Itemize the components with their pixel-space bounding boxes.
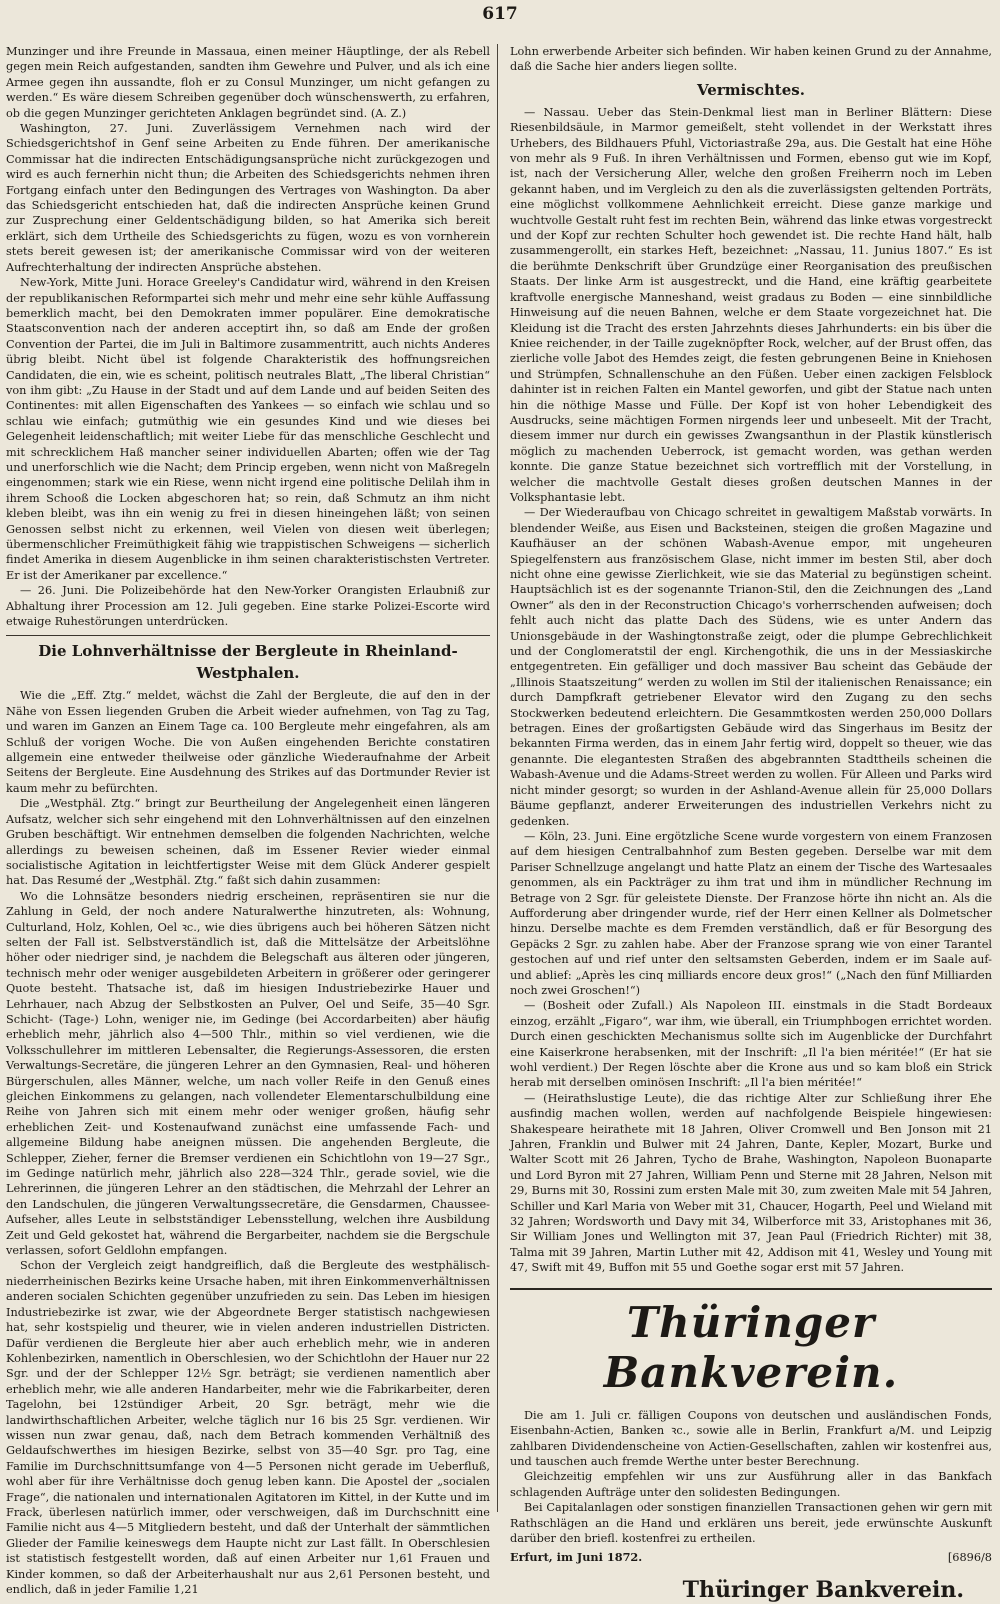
right-column bbox=[510, 44, 993, 1603]
continuation-paragraph: Lohn erwerbende Arbeiter sich befinden. Wir haben keinen Grund zu der Annahme, daß die Sache hier anders liegen sollte. bbox=[510, 45, 993, 74]
left-column bbox=[6, 44, 490, 1596]
bosheit-paragraph: — (Bosheit oder Zufall.) Als Napoleon III. einstmals in die Stadt Bordeaux einzog, erzählt „Figaro“, war ihm, wie überall, ein Triumphbogen errichtet worden. Durch einen geschickten Mechanismus sollte sich im Augenblicke der Durchfahrt eine Kaiserkrone herabsenken, mit der Inschrift: „Il l'a bien méritée!“ (Er hat sie wohl verdient.) Der Regen löschte aber die Krone aus und so kam bloß ein Strick herab mit derselben ominösen Inschrift: „Il l'a bien méritée!“ bbox=[510, 999, 992, 1090]
bergleute-paragraph-3: Wo die Lohnsätze besonders niedrig erscheinen, repräsentiren sie nur die Zahlung in Geld, der noch andere Naturalwerthe hinzutreten, als: Wohnung, Culturland, Holz, Kohlen, Oel ꝛc., wie dies übrigens auch bei höheren Sätzen nicht selten der Fall ist. Selbstverständlich ist, daß die Mittelsätze der Arbeitslöhne höher oder niedriger sind, je nachdem die Belegschaft aus älteren oder jüngeren, technisch mehr oder weniger ausgebildeten Arbeitern in größerer oder geringerer Quote besteht. Thatsache ist, daß im hiesigen Industriebezirke Hauer und Lehrhauer, nach Abzug der Selbstkosten an Pulver, Oel und Seife, 35—40 Sgr. Schicht- (Tage-) Lohn, weniger nie, im Gedinge (bei Accordarbeiten) aber häufig erheblich mehr, jährlich also 4—500 Thlr., mithin so viel verdienen, wie die Volksschullehrer im mittleren Lebensalter, die Regierungs-Assessoren, die ersten Verwaltungs-Secretäre, die jüngeren Lehrer an den Gymnasien, Real- und höheren Bürgerschulen, alles Männer, welche, um nach voller Reife in den Genuß eines gleichen Einkommens zu gelangen, nach vollendeter Elementarschulbildung eine Reihe von Jahren sich mit einem mehr oder weniger großen, häufig sehr erheblichen Zeit- und Kostenaufwand zunächst eine umfassende Fach- und allgemeine Bildung habe aneignen müssen. Die angehenden Bergleute, die Schlepper, Zieher, ferner die Bremser verdienen ein Schichtlohn von 19—27 Sgr., im Gedinge natürlich mehr, jährlich also 228—324 Thlr., gerade soviel, wie die Lehrerinnen, die jüngeren Lehrer an den städtischen, die Mehrzahl der Lehrer an den Landschulen, die jüngeren Verwaltungssecretäre, die Gensdarmen, Chaussee-Aufseher, alles Leute in selbstständiger Lebensstellung, welchen ihre Ausbildung Zeit und Geld gekostet hat, während die Bergarbeiter, nachdem sie die Bergschule verlassen, sofort Geldlohn empfangen. bbox=[6, 889, 490, 1258]
koeln-paragraph: — Köln, 23. Juni. Eine ergötzliche Scene wurde vorgestern von einem Franzosen auf dem hiesigen Centralbahnhof zum Besten gegeben. Derselbe war mit dem Pariser Schnellzuge angelangt und hatte Platz an einem der Tische des Wartesaales genommen, als ein Packträger zu ihm trat und ihm in mündlicher Rechnung im Betrage von 2 Sgr. für geleistete Dienste. Der Franzose hörte ihn nicht an. Als die Aufforderung aber dringender wurde, rief der Herr einen Kellner als Dolmetscher hinzu. Derselbe machte es dem Fremden verständlich, daß er für Besorgung des Gepäcks 2 Sgr. zu zahlen habe. Aber der Franzose sprang wie von einer Tarantel gestochen auf und rief unter den seltsamsten Geberden, indem er im Saale auf- und ablief: „Après les cinq milliards encore deux gros!“ („Nach den fünf Milliarden noch zwei Groschen!“) bbox=[510, 829, 992, 997]
bergleute-section-title: Die Lohnverhältnisse der Bergleute in Rheinland-Westphalen. bbox=[38, 642, 458, 683]
ad-text-capitalanlagen: Bei Capitalanlagen oder sonstigen finanziellen Transactionen gehen wir gern mit Rathschlägen an die Hand und erklären uns bereit, jede erwünschte Auskunft darüber den briefl. kostenfrei zu ertheilen. bbox=[510, 1501, 992, 1545]
ad-text-coupons: Die am 1. Juli cr. fälligen Coupons von deutschen und ausländischen Fonds, Eisenbahn-Actien, Banken ꝛc., sowie alle in Berlin, Frankfurt a/M. und Leipzig zahlbaren Dividendenscheine von Actien-Gesellschaften, zahlen wir kostenfrei aus, und tauschen auch fremde Werthe unter bester Berechnung. bbox=[510, 1408, 992, 1468]
washington-paragraph: Washington, 27. Juni. Zuverlässigem Vernehmen nach wird der Schiedsgerichtshof in Genf seine Arbeiten zu Ende führen. Der amerikanische Commissar hat die indirecten Entschädigungsansprüche nicht zurückgezogen und wird es auch fernerhin nicht thun; die Arbeiten des Schiedsgerichts nehmen ihren Fortgang einfach unter den Bedingungen des Vertrages von Washington. Da aber das Schiedsgericht entschieden hat, daß die indirecten Ansprüche keinen Grund zur Zusprechung einer Geldentschädigung bilden, so hat Amerika sich bereit erklärt, sich dem Urtheile des Schiedsgerichts zu fügen, wozu es von vornherein stets bereit gewesen ist; der amerikanische Commissar wird von der weiteren Aufrechterhaltung der indirecten Ansprüche abstehen. bbox=[6, 122, 490, 274]
heirath-paragraph: — (Heirathslustige Leute), die das richtige Alter zur Schließung ihrer Ehe ausfindig machen wollen, werden auf nachfolgende Beispiele hingewiesen: Shakespeare heirathete mit 18 Jahren, Oliver Cromwell und Ben Jonson mit 21 Jahren, Franklin und Bulwer mit 24 Jahren, Dante, Kepler, Mozart, Burke und Walter Scott mit 26 Jahren, Tycho de Brahe, Washington, Napoleon Buonaparte und Lord Byron mit 27 Jahren, William Penn und Sterne mit 28 Jahren, Nelson mit 29, Burns mit 30, Rossini zum ersten Male mit 30, zum zweiten Male mit 54 Jahren, Schiller und Karl Maria von Weber mit 31, Chaucer, Hogarth, Peel und Wieland mit 32 Jahren; Wordsworth und Davy mit 34, Wilberforce mit 33, Aristophanes mit 36, Sir William Jones und Wellington mit 37, Jean Paul (Friedrich Richter) mit 38, Talma mit 39 Jahren, Martin Luther mit 42, Addison mit 41, Wesley und Young mit 47, Swift mit 49, Buffon mit 55 und Goethe sogar erst mit 57 Jahren. bbox=[510, 1091, 992, 1275]
newyork-26-paragraph: — 26. Juni. Die Polizeibehörde hat den New-Yorker Orangisten Erlaubniß zur Abhaltung ihrer Procession am 12. Juli gegeben. Eine starke Polizei-Escorte wird etwaige Ruhestörungen unterdrücken. bbox=[6, 584, 490, 629]
section-divider bbox=[6, 635, 490, 636]
newyork-paragraph: New-York, Mitte Juni. Horace Greeley's Candidatur wird, während in den Kreisen der republikanischen Reformpartei sich mehr und mehr eine sehr kühle Auffassung bemerklich macht, bei den Demokraten immer populärer. Eine demokratische Staatsconvention nach der anderen acceptirt ihn, so daß am Ende der großen Convention der Partei, die im Juli in Baltimore zusammentritt, auch nichts Anderes übrig bleibt. Nicht übel ist folgende Charakteristik des hoffnungsreichen Candidaten, die ein, wie es scheint, politisch neutrales Blatt, „The liberal Christian“ von ihm gibt: „Zu Hause in der Stadt und auf dem Lande und auf beiden Seiten des Continentes: mit allen Eigenschaften des Yankees — so einfach wie schlau und so schlau wie einfach; gutmüthig wie ein gesundes Kind und wie dieses bei Gelegenheit leidenschaftlich; mit weiter Liebe für das menschliche Geschlecht und mit schrecklichem Haß mancher seiner individuellen Abarten; offen wie der Tag und unerforschlich wie die Nacht; dem Princip ergeben, wenn nicht von Maßregeln eingenommen; stark wie ein Riese, wenn nicht irgend eine politische Delilah ihm in ihrem Schooß die Locken abgeschoren hat; so rein, daß Schmutz an ihm nicht kleben bleibt, was ihn ein wenig zu frei in diesen hineingehen läßt; von seinen Genossen selbst nicht zu erkennen, weil Vielen von diesen weit überlegen; übermenschlicher Freimüthigkeit fähig wie trappistischen Schweigens — sicherlich findet Amerika in diesem Augenblicke in ihm seinen charakteristischsten Vertreter. Er ist der Amerikaner par excellence.“ bbox=[6, 276, 490, 582]
bergleute-paragraph-1: Wie die „Eff. Ztg.“ meldet, wächst die Zahl der Bergleute, die auf den in der Nähe von Essen liegenden Gruben die Arbeit wieder aufnehmen, von Tag zu Tag, und waren im Ganzen an Einem Tage ca. 100 Bergleute mehr eingefahren, als am Schluß der vorigen Woche. Die von Außen eingehenden Berichte constatiren allgemein eine entweder theilweise oder gänzliche Wiederaufnahme der Arbeit Seitens der Bergleute. Eine Ausdehnung des Strikes auf das Dortmunder Revier ist kaum mehr zu befürchten. bbox=[6, 689, 490, 795]
bankverein-advertisement bbox=[510, 1288, 992, 1604]
munzinger-paragraph: Munzinger und ihre Freunde in Massaua, einen meiner Häuptlinge, der als Rebell gegen mein Reich aufgestanden, sandten ihm Gewehre und Pulver, und als ich eine Armee gegen ihn aussandte, floh er zu Consul Munzinger, um nicht gefangen zu werden.“ Es wäre diesem Schreiben gegenüber doch wünschenswerth, zu erfahren, ob die gegen Munzinger gerichteten Anklagen begründet sind. (A. Z.) bbox=[6, 45, 490, 120]
ad-place-date: Erfurt, im Juni 1872. bbox=[510, 1550, 643, 1565]
ad-text-auftraege: Gleichzeitig empfehlen wir uns zur Ausführung aller in das Bankfach schlagenden Aufträge unter den solidesten Bedingungen. bbox=[510, 1470, 992, 1499]
column-divider bbox=[497, 44, 498, 1512]
bergleute-paragraph-2: Die „Westphäl. Ztg.“ bringt zur Beurtheilung der Angelegenheit einen längeren Aufsatz, welcher sich sehr eingehend mit den Lohnverhältnissen auf den einzelnen Gruben beschäftigt. Wir entnehmen demselben die folgenden Nachrichten, welche allerdings zu beweisen scheinen, daß im Essener Revier wieder einmal socialistische Agitation in leichtfertigster Weise mit dem Glück Anderer gespielt hat. Das Resumé der „Westphäl. Ztg.“ faßt sich dahin zusammen: bbox=[6, 797, 490, 888]
page-number: 617 bbox=[482, 4, 518, 24]
bergleute-paragraph-4: Schon der Vergleich zeigt handgreiflich, daß die Bergleute des westphälisch-niederrheinischen Bezirks keine Ursache haben, mit ihren Einkommenverhältnissen anderen socialen Schichten gegenüber unzufrieden zu sein. Das Leben im hiesigen Industriebezirke ist zwar, wie der Abgeordnete Berger statistisch nachgewiesen hat, sehr kostspielig und theurer, wie in vielen anderen industriellen Districten. Dafür verdienen die Bergleute hier aber auch erheblich mehr, wie in anderen Kohlenbezirken, namentlich in Oberschlesien, wo der Schichtlohn der Hauer nur 22 Sgr. und der der Schlepper 12½ Sgr. beträgt; sie verdienen namentlich aber erheblich mehr, wie alle anderen Handarbeiter, mehr wie die Fabrikarbeiter, deren Tagelohn, bei 12stündiger Arbeit, 20 Sgr. beträgt, mehr wie die landwirthschaftlichen Arbeiter, welche täglich nur 16 bis 25 Sgr. verdienen. Wir wissen nun zwar genau, daß, nach dem Betrach kommenden Verhältniß des Geldaufschwerthes im hiesigen Bezirke, selbst von 35—40 Sgr. pro Tag, eine Familie im Durchschnittsumfange von 4—5 Personen nicht gerade im Ueberfluß, wohl aber für ihre Verhältnisse doch genug leben kann. Die Apostel der „socialen Frage“, die nationalen und internationalen Agitatoren im Kittel, in der Kutte und im Frack, überlesen natürlich immer, oder verschweigen, daß im Durchschnitt eine Familie nicht aus 4—5 Mitgliedern besteht, und daß der Unterhalt der sämmtlichen Glieder der Familie keineswegs dem Haupte nicht zur Last fällt. In Oberschlesien ist statistisch festgestellt worden, daß auf einen Arbeiter nur 1,61 Frauen und Kinder kommen, so daß der Arbeiterhaushalt nur aus 2,61 Personen besteht, und endlich, daß in jeder Familie 1,21 bbox=[6, 1259, 490, 1596]
ad-signature: Thüringer Bankverein. bbox=[682, 1576, 964, 1603]
ad-reference: [6896/8 bbox=[947, 1551, 992, 1565]
vermischtes-section-title: Vermischtes. bbox=[697, 80, 805, 99]
nassau-paragraph: — Nassau. Ueber das Stein-Denkmal liest man in Berliner Blättern: Diese Riesenbildsäule, in Marmor gemeißelt, steht vollendet in der Werkstatt ihres Urhebers, des Bildhauers Pfuhl, Victoriastraße 29a, aus. Die Gestalt hat eine Höhe von mehr als 9 Fuß. In ihren Verhältnissen und Formen, ebenso gut wie im Kopf, ist, nach der Versicherung Aller, welche den großen Freiherrn noch im Leben gekannt haben, und im Vergleich zu den als die zuverlässigsten geltenden Porträts, eine möglichst vollkommene Aehnlichkeit erreicht. Diese ganze markige und wuchtvolle Gestalt ruht fest im rechten Bein, während das linke etwas vorgestreckt und der Kopf zur rechten Schulter hoch gewendet ist. Die rechte Hand hält, halb zusammengerollt, ein starkes Heft, bezeichnet: „Nassau, 11. Junius 1807.“ Es ist die berühmte Denkschrift über Grundzüge einer Reorganisation des preußischen Staats. Der linke Arm ist ausgestreckt, und die Hand, eine kräftig gearbeitete kraftvolle energische Manneshand, weist gradaus zu Boden — eine sinnbildliche Hinweisung auf die neuen Bahnen, welche er dem Staate vorgezeichnet hat. Die Kleidung ist die Tracht des ersten Jahrzehnts dieses Jahrhunderts: ein bis über die Kniee reichender, in der Taille zugeknöpfter Rock, welcher, auf der Brust offen, das zierliche volle Jabot des Hemdes zeigt, die festen gebrungenen Beine in Kniehosen und Strümpfen, Schnallenschuhe an den Füßen. Ueber einen zackigen Felsblock dahinter ist in reichen Falten ein Mantel geworfen, und gibt der Statue nach unten hin die nöthige Masse und Fülle. Der Kopf ist von hoher Lebendigkeit des Ausdrucks, seine mächtigen Formen nirgends leer und unbeseelt. Mit der Tracht, diesem immer nur durch ein gewisses Zwangsanthun in der Plastik künstlerisch möglich zu machenden Ueberrock, ist gemacht worden, was gethan werden konnte. Die ganze Statue bezeichnet sich vortrefflich mit der Vorstellung, in welcher die machtvolle Gestalt dieses großen deutschen Mannes in der Volksphantasie lebt. bbox=[510, 105, 992, 504]
ad-title: Thüringer Bankverein. bbox=[603, 1297, 899, 1397]
chicago-paragraph: — Der Wiederaufbau von Chicago schreitet in gewaltigem Maßstab vorwärts. In blendender Weiße, aus Eisen und Backsteinen, steigen die großen Magazine und Kaufhäuser an der schönen Wabash-Avenue empor, mit ungeheuren Spiegelfenstern aus französischem Glase, nicht immer im besten Stil, aber doch nicht ohne eine gewisse Zierlichkeit, wie sie das Material zu begünstigen scheint. Hauptsächlich ist es der sogenannte Trianon-Stil, den die Zeichnungen des „Land Owner“ als den in der Reconstruction Chicago's vorherrschenden aufweisen; doch fehlt auch nicht das platte Dach des Südens, wie es unter Andern das Unionsgebäude in der Washingtonstraße zeigt, oder die plumpe Gebrechlichkeit und der Conglomeratstil der engl. Kirchengothik, die uns in der Messiaskirche entgegentreten. Ein gefälliger und doch massiver Bau scheint das Gebäude der „Illinois Staatszeitung“ werden zu wollen im Stil der italienischen Renaissance; ein durch Dampfkraft getriebener Elevator wird den Zugang zu den sechs Stockwerken bedeutend erleichtern. Die Gesammtkosten werden 250,000 Dollars betragen. Eines der großartigsten Gebäude wird das Singerhaus im Besitz der bekannten Firma werden, das in einem Jahr fertig wird, doppelt so theuer, wie das genannte. Die elegantesten Straßen des abgebrannten Stadttheils scheinen die Wabash-Avenue und die Adams-Street werden zu wollen. Für Alleen und Parks wird nicht minder gesorgt; so wurden in der Ashland-Avenue allein für 25,000 Dollars Bäume gepflanzt, anderer Erweiterungen des industriellen Verkehrs nicht zu gedenken. bbox=[510, 506, 992, 828]
